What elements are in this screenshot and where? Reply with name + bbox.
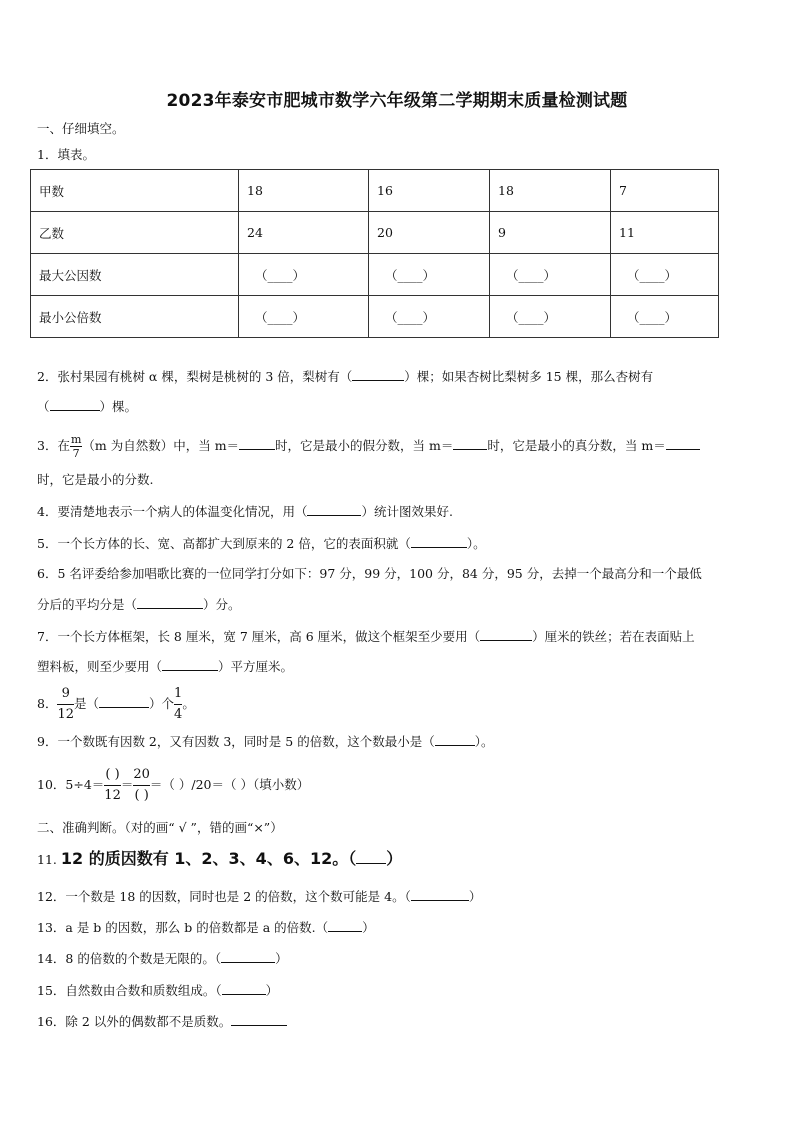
question-7-cont: 塑料板，则至少要用（ ）平方厘米。 [37,659,294,674]
answer-blank[interactable] [239,437,275,450]
question-2-cont: （ ）棵。 [37,399,138,414]
question-1-label: 1．填表。 [37,147,95,162]
answer-blank[interactable] [221,950,275,963]
answer-cell[interactable]: （____） [369,254,490,296]
question-7: 7．一个长方体框架，长 8 厘米，宽 7 厘米，高 6 厘米，做这个框架至少要用（ ）厘米的铁丝；若在表面贴上 [37,629,695,644]
answer-blank[interactable] [435,733,475,746]
answer-blank[interactable] [411,535,467,548]
fraction-m-over-7: $\frac{m}{7}$ [70,433,82,460]
table-row [31,296,719,338]
table-cell: 18 [239,170,369,212]
answer-blank[interactable] [356,849,386,864]
table-cell: 7 [611,170,719,212]
fraction-20-over-blank[interactable]: 20 ( ) [133,767,150,803]
section-heading-fill: 一、仔细填空。 [37,121,125,136]
answer-blank[interactable] [137,596,203,609]
answer-blank[interactable] [480,628,532,641]
row-header: 乙数 [31,212,239,254]
answer-blank[interactable] [231,1013,287,1026]
answer-blank[interactable] [50,398,100,411]
question-9: 9．一个数既有因数 2，又有因数 3，同时是 5 的倍数，这个数最小是（ ）。 [37,734,494,749]
answer-blank[interactable] [666,437,700,450]
question-2: 2．张村果园有桃树 α 棵，梨树是桃树的 3 倍，梨树有（ ）棵；如果杏树比梨树多 15 棵，那么杏树有 [37,369,654,384]
question-6-cont: 分后的平均分是（ ）分。 [37,597,241,612]
question-16: 16．除 2 以外的偶数都不是质数。 [37,1013,287,1030]
answer-blank[interactable] [162,658,218,671]
answer-blank[interactable] [328,919,362,932]
fraction-blank-over-12[interactable]: ( ) 12 [104,767,121,803]
table-row [31,254,719,296]
question-8: 8．$\frac{9}{12}$是（ ）个$\frac{1}{4}$。 [37,686,195,722]
table-cell: 11 [611,212,719,254]
answer-cell[interactable]: （____） [490,296,611,338]
question-14: 14．8 的倍数的个数是无限的。（ ） [37,951,288,966]
section-heading-judge: 二、准确判断。（对的画“ √ ”，错的画“×”） [37,820,283,835]
table-cell: 20 [369,212,490,254]
fraction-1-over-4: $\frac{1}{4}$ [174,686,183,722]
answer-cell[interactable]: （____） [369,296,490,338]
question-11: 11. 12 的质因数有 1、2、3、4、6、12。（ ） [37,849,403,868]
fraction-9-over-12: $\frac{9}{12}$ [57,686,74,722]
question-12: 12．一个数是 18 的因数，同时也是 2 的倍数，这个数可能是 4。（ ） [37,889,482,904]
answer-blank[interactable] [411,888,469,901]
question-3: 3．在 $\frac{m}{7}$ （m 为自然数）中，当 m＝ 时，它是最小的假分数，当 m＝ 时，它是最小的真分数，当 m＝ [37,434,700,459]
question-15: 15．自然数由合数和质数组成。（ ） [37,983,279,998]
table-cell: 9 [490,212,611,254]
row-header: 最小公倍数 [31,296,239,338]
table-row [31,170,719,212]
answer-blank[interactable] [99,695,149,708]
answer-blank[interactable] [453,437,487,450]
answer-cell[interactable]: （____） [239,254,369,296]
answer-cell[interactable]: （____） [490,254,611,296]
answer-blank[interactable] [307,503,361,516]
row-header: 甲数 [31,170,239,212]
question-5: 5．一个长方体的长、宽、高都扩大到原来的 2 倍，它的表面积就（ ）。 [37,536,486,551]
question-13: 13．a 是 b 的因数，那么 b 的倍数都是 a 的倍数.（ ） [37,920,375,935]
answer-cell[interactable]: （____） [239,296,369,338]
question-10: 10．5÷4＝( ) 12＝20 ( )＝（ ）/20＝（ ）（填小数） [37,767,310,803]
answer-cell[interactable]: （____） [611,254,719,296]
fill-table [30,169,719,338]
table-cell: 24 [239,212,369,254]
answer-blank[interactable] [222,982,266,995]
table-cell: 18 [490,170,611,212]
page-title: 2023年泰安市肥城市数学六年级第二学期期末质量检测试题 [166,91,628,111]
answer-blank[interactable] [352,368,404,381]
table-row [31,212,719,254]
question-3-cont: 时，它是最小的分数. [37,472,154,487]
row-header: 最大公因数 [31,254,239,296]
question-4: 4．要清楚地表示一个病人的体温变化情况，用（ ）统计图效果好. [37,504,453,519]
answer-cell[interactable]: （____） [611,296,719,338]
question-6: 6．5 名评委给参加唱歌比赛的一位同学打分如下：97 分，99 分，100 分，84 分，95 分，去掉一个最高分和一个最低 [37,566,702,581]
table-cell: 16 [369,170,490,212]
